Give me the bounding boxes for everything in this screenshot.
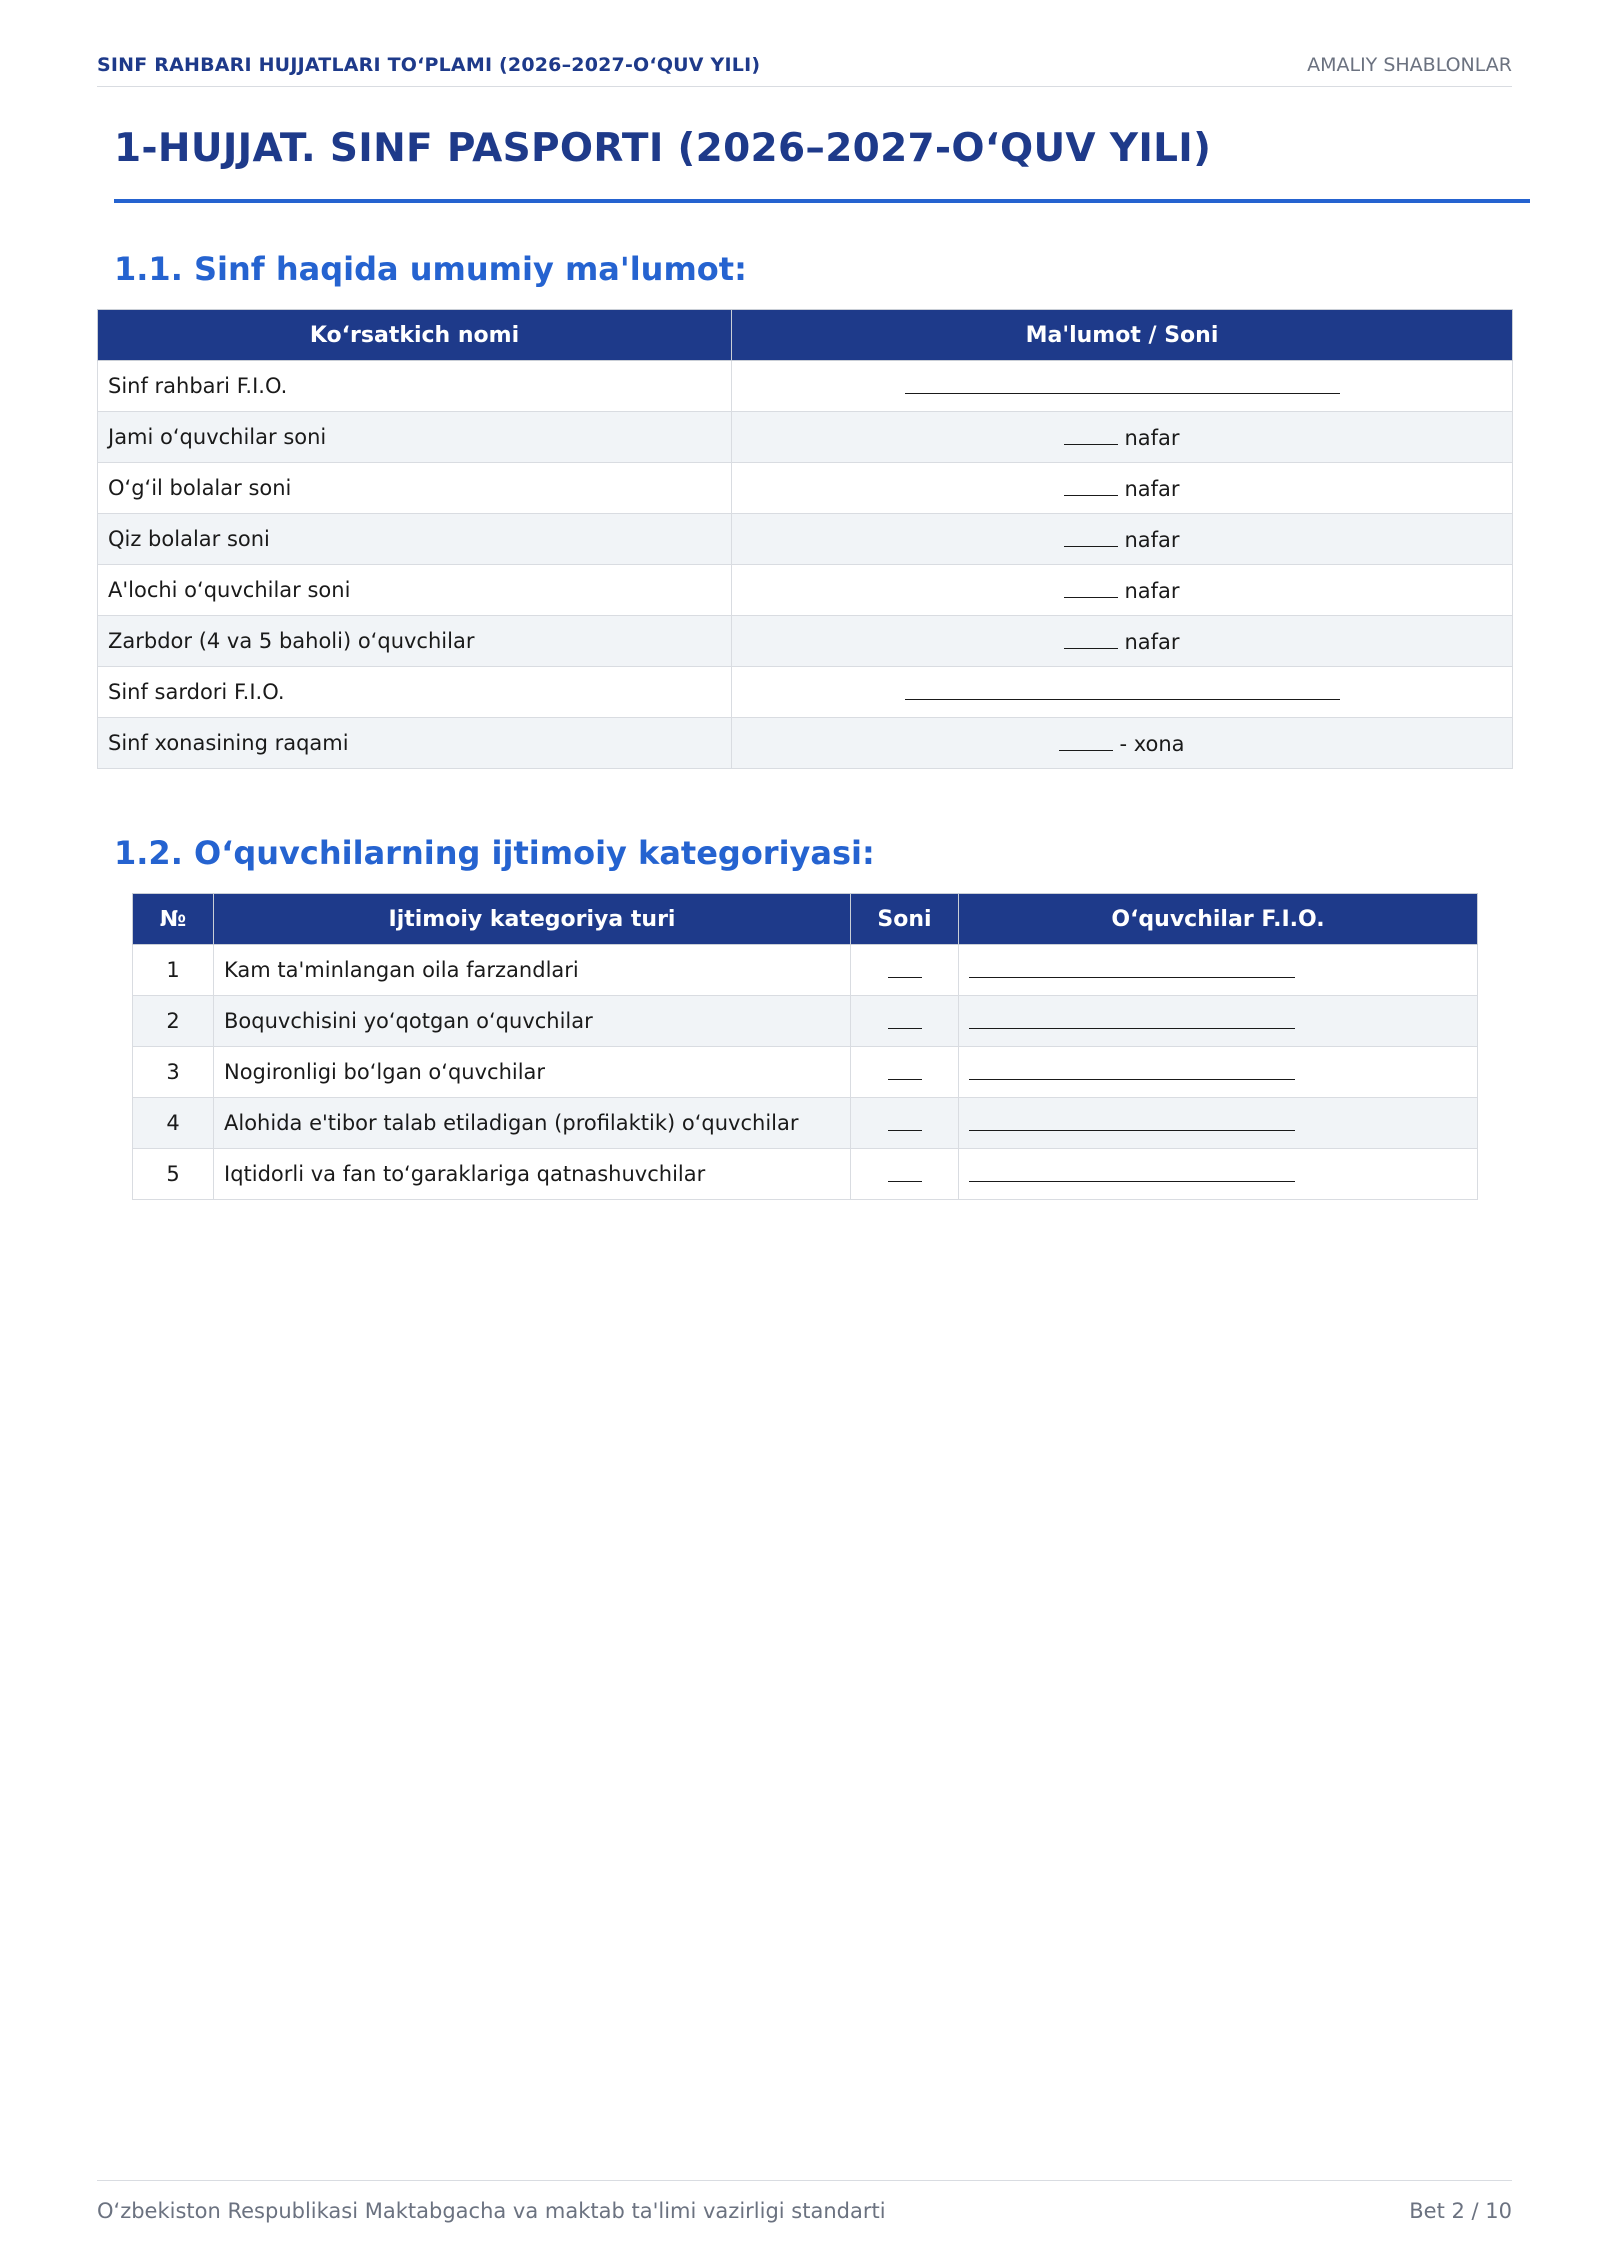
category-label: Nogironligi bo‘lgan o‘quvchilar <box>214 1047 851 1098</box>
student-names-cell[interactable] <box>959 1149 1478 1200</box>
table-row <box>133 996 1478 1047</box>
row-number: 1 <box>133 945 214 996</box>
indicator-label: Zarbdor (4 va 5 baholi) o‘quvchilar <box>98 616 732 667</box>
fill-in-blank[interactable] <box>888 1162 922 1182</box>
indicator-label: Sinf rahbari F.I.O. <box>98 361 732 412</box>
fill-in-blank[interactable] <box>1064 527 1118 547</box>
fill-in-blank[interactable] <box>888 1009 922 1029</box>
count-cell[interactable] <box>851 945 959 996</box>
student-names-cell[interactable] <box>959 1098 1478 1149</box>
value-cell[interactable] <box>732 565 1513 616</box>
value-cell[interactable] <box>732 667 1513 718</box>
column-header-count: Soni <box>851 894 959 945</box>
table-row <box>98 463 1513 514</box>
unit-label: nafar <box>1124 527 1180 552</box>
page-footer <box>97 2180 1512 2223</box>
unit-label: nafar <box>1124 629 1180 654</box>
category-label: Boquvchisini yo‘qotgan o‘quvchilar <box>214 996 851 1047</box>
row-number: 3 <box>133 1047 214 1098</box>
fill-in-blank[interactable] <box>1064 578 1118 598</box>
section-heading-social-category: 1.2. O‘quvchilarning ijtimoiy kategoriyasi: <box>114 834 875 872</box>
category-label: Alohida e'tibor talab etiladigan (profilaktik) o‘quvchilar <box>214 1098 851 1149</box>
count-cell[interactable] <box>851 1047 959 1098</box>
table-row <box>98 361 1513 412</box>
indicator-label: O‘g‘il bolalar soni <box>98 463 732 514</box>
fill-in-blank[interactable] <box>1064 425 1118 445</box>
header-title: SINF RAHBARI HUJJATLARI TO‘PLAMI (2026–2027-O‘QUV YILI) <box>97 54 761 76</box>
value-cell[interactable] <box>732 514 1513 565</box>
unit-label: nafar <box>1124 578 1180 603</box>
value-cell[interactable] <box>732 718 1513 769</box>
social-category-table <box>132 893 1478 1200</box>
fill-in-blank[interactable] <box>905 374 1340 394</box>
value-cell[interactable] <box>732 616 1513 667</box>
table-row <box>133 945 1478 996</box>
fill-in-blank[interactable] <box>969 1162 1295 1182</box>
fill-in-blank[interactable] <box>905 680 1340 700</box>
fill-in-blank[interactable] <box>969 958 1295 978</box>
column-header-student-names: O‘quvchilar F.I.O. <box>959 894 1478 945</box>
fill-in-blank[interactable] <box>1064 629 1118 649</box>
row-number: 4 <box>133 1098 214 1149</box>
table-header-row <box>98 310 1513 361</box>
unit-label: - xona <box>1119 731 1185 756</box>
value-cell[interactable] <box>732 412 1513 463</box>
indicator-label: Qiz bolalar soni <box>98 514 732 565</box>
student-names-cell[interactable] <box>959 996 1478 1047</box>
header-section-label: AMALIY SHABLONLAR <box>1307 54 1512 76</box>
fill-in-blank[interactable] <box>888 958 922 978</box>
count-cell[interactable] <box>851 1149 959 1200</box>
student-names-cell[interactable] <box>959 945 1478 996</box>
section-heading-general-info: 1.1. Sinf haqida umumiy ma'lumot: <box>114 250 747 288</box>
fill-in-blank[interactable] <box>969 1111 1295 1131</box>
column-header-indicator: Ko‘rsatkich nomi <box>98 310 732 361</box>
fill-in-blank[interactable] <box>888 1060 922 1080</box>
count-cell[interactable] <box>851 1098 959 1149</box>
unit-label: nafar <box>1124 476 1180 501</box>
document-title: 1-HUJJAT. SINF PASPORTI (2026–2027-O‘QUV YILI) <box>114 126 1212 171</box>
fill-in-blank[interactable] <box>969 1060 1295 1080</box>
row-number: 2 <box>133 996 214 1047</box>
fill-in-blank[interactable] <box>1059 731 1113 751</box>
document-title-block <box>114 124 1530 203</box>
page-number: Bet 2 / 10 <box>1409 2199 1512 2223</box>
category-label: Kam ta'minlangan oila farzandlari <box>214 945 851 996</box>
indicator-label: Sinf sardori F.I.O. <box>98 667 732 718</box>
table-row <box>98 565 1513 616</box>
column-header-category: Ijtimoiy kategoriya turi <box>214 894 851 945</box>
running-header <box>97 54 1512 87</box>
student-names-cell[interactable] <box>959 1047 1478 1098</box>
fill-in-blank[interactable] <box>888 1111 922 1131</box>
table-row <box>133 1098 1478 1149</box>
indicator-label: Sinf xonasining raqami <box>98 718 732 769</box>
table-row <box>133 1047 1478 1098</box>
table-row <box>98 412 1513 463</box>
table-header-row <box>133 894 1478 945</box>
row-number: 5 <box>133 1149 214 1200</box>
column-header-value: Ma'lumot / Soni <box>732 310 1513 361</box>
indicator-label: Jami o‘quvchilar soni <box>98 412 732 463</box>
footer-standard-text: O‘zbekiston Respublikasi Maktabgacha va maktab ta'limi vazirligi standarti <box>97 2199 886 2223</box>
table-row <box>98 616 1513 667</box>
value-cell[interactable] <box>732 463 1513 514</box>
table-row <box>98 667 1513 718</box>
class-info-table <box>97 309 1513 769</box>
count-cell[interactable] <box>851 996 959 1047</box>
unit-label: nafar <box>1124 425 1180 450</box>
column-header-number: № <box>133 894 214 945</box>
table-row <box>98 718 1513 769</box>
indicator-label: A'lochi o‘quvchilar soni <box>98 565 732 616</box>
fill-in-blank[interactable] <box>969 1009 1295 1029</box>
value-cell[interactable] <box>732 361 1513 412</box>
fill-in-blank[interactable] <box>1064 476 1118 496</box>
category-label: Iqtidorli va fan to‘garaklariga qatnashuvchilar <box>214 1149 851 1200</box>
table-row <box>98 514 1513 565</box>
table-row <box>133 1149 1478 1200</box>
